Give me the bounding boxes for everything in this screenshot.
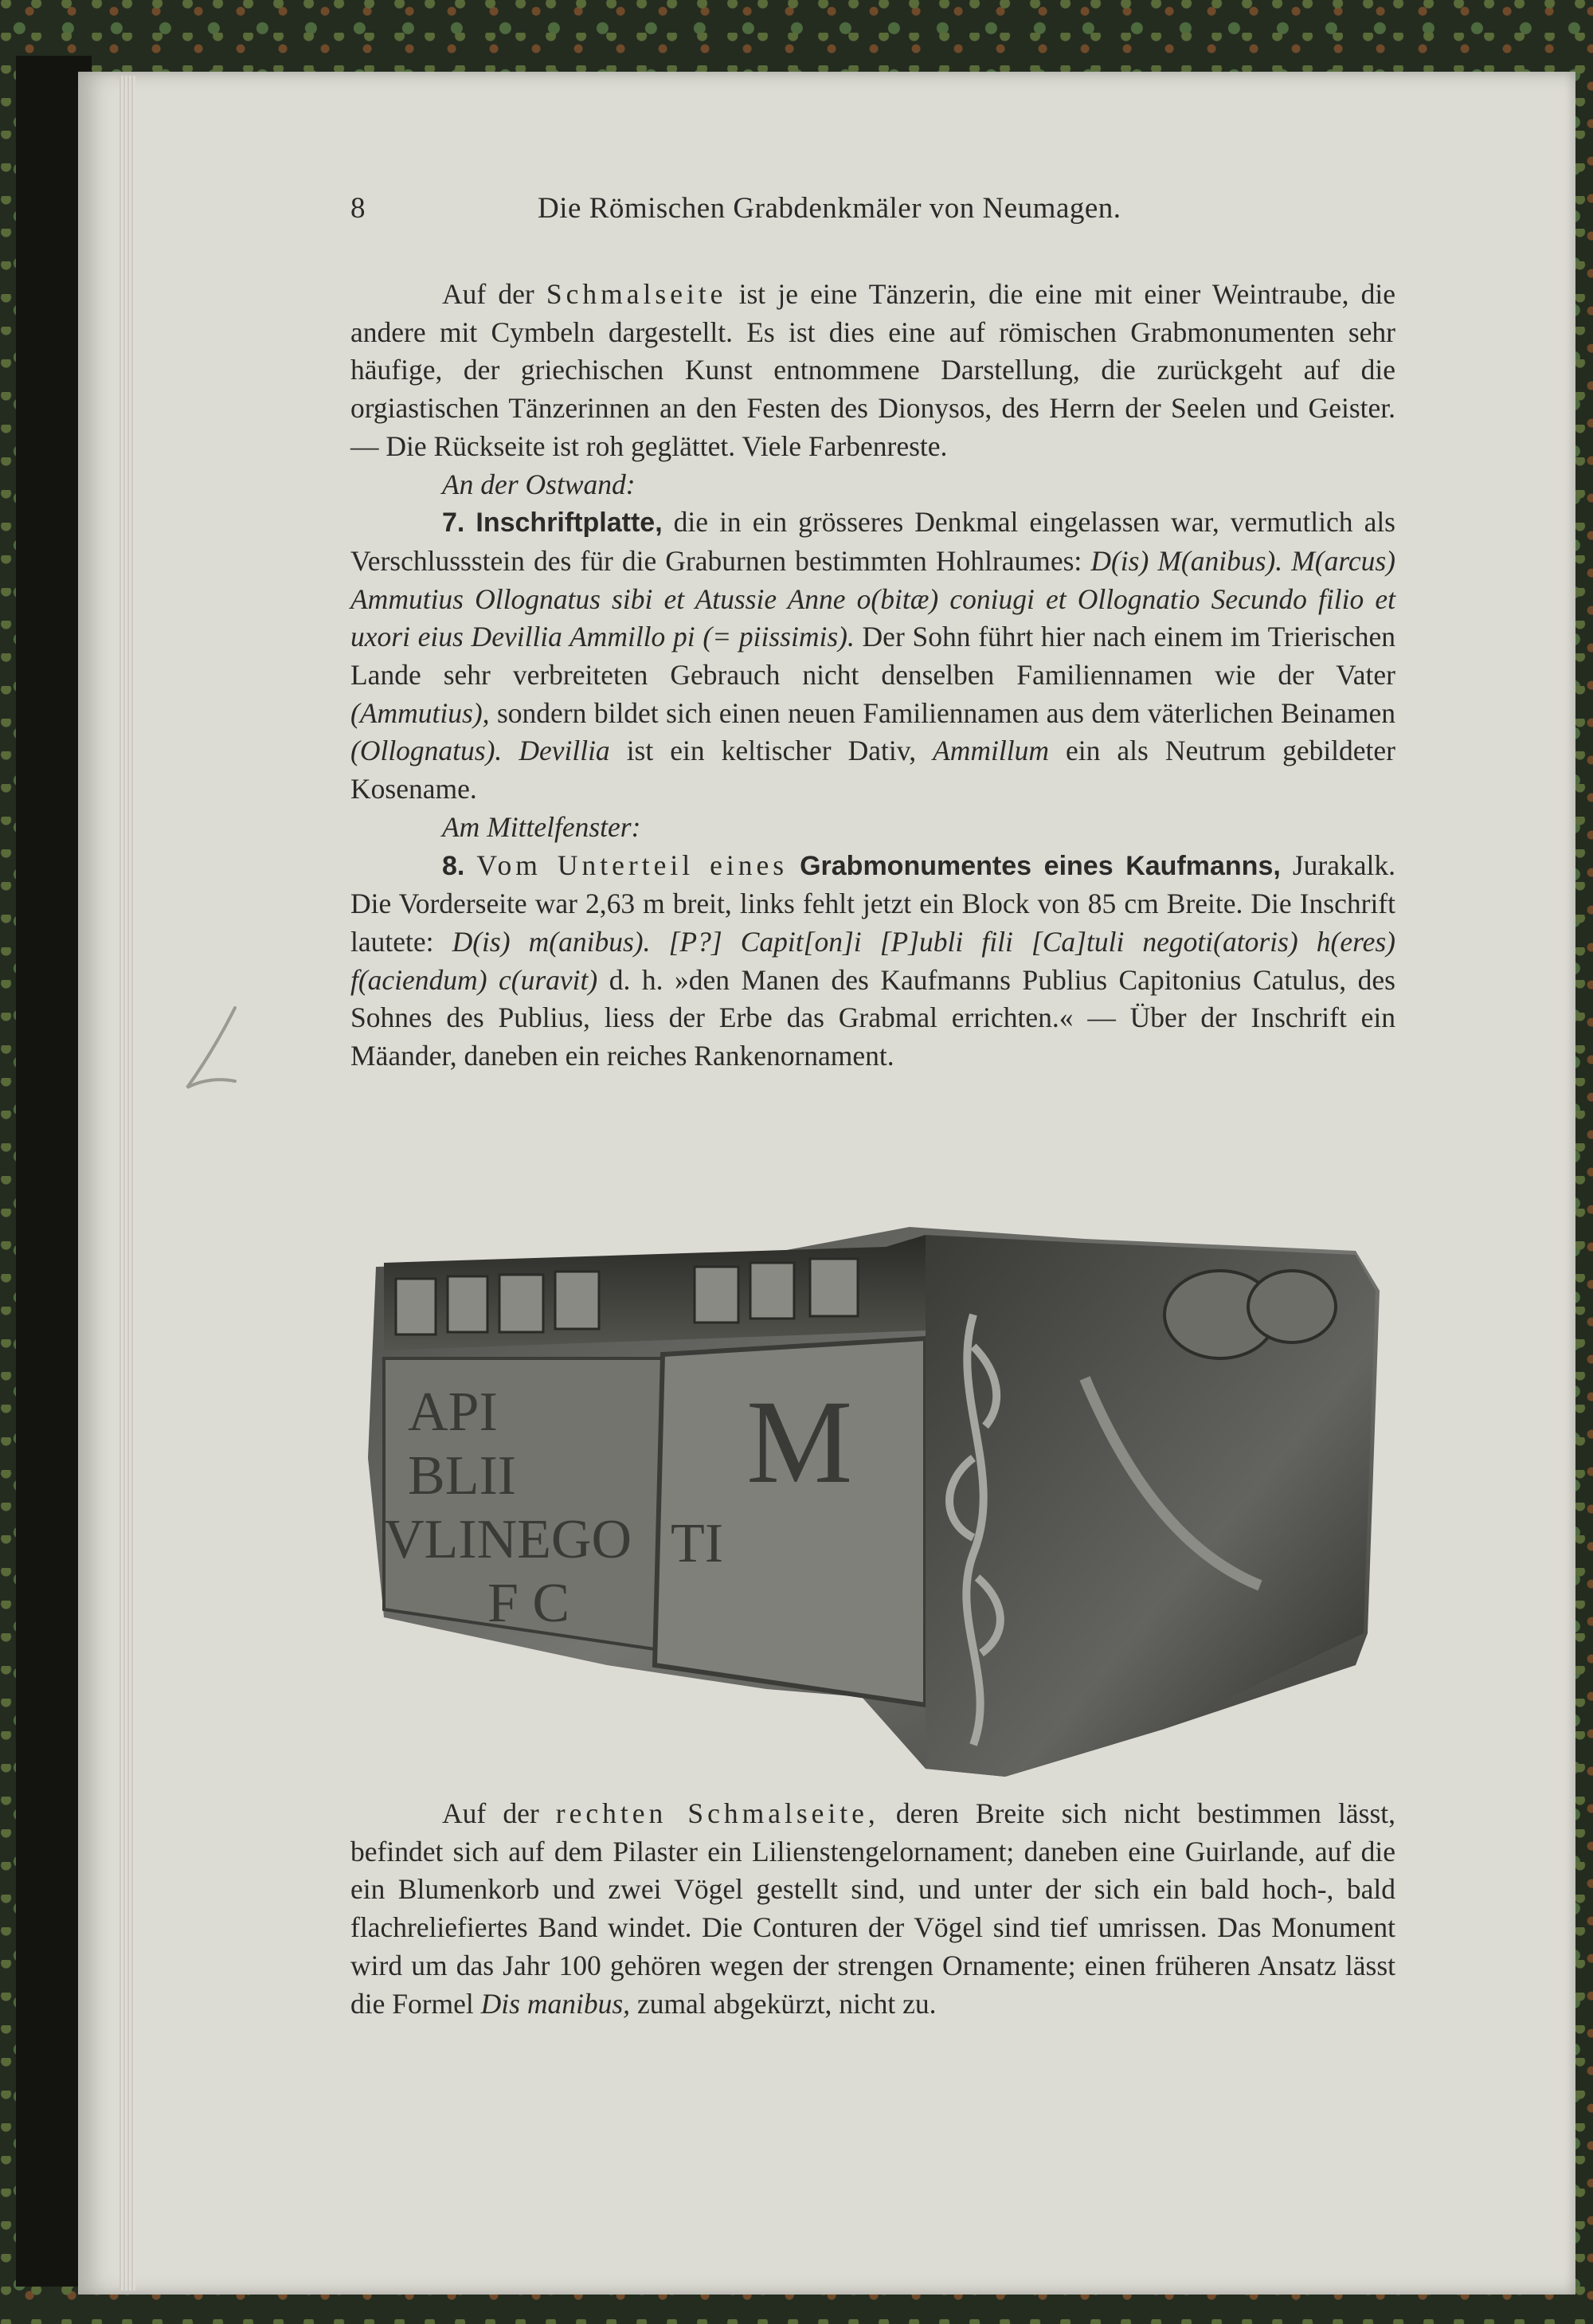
paragraph-item-7: 7. Inschriftplatte, die in ein grösseres Denkmal eingelassen war, vermutlich als Verschlussstein des für die Graburnen bestimmten Hohlraumes: D(is) M(anibus). M(arcus) Ammutius Ollognatus sibi et Atussie Anne o(bitæ) coniugi et Ollognatio Secundo filio et uxori eius Devillia Ammillo pi (= piissimis). Der Sohn führt hier nach einem im Trierischen Lande sehr verbreiteten Gebrauch nicht denselben Familiennamen wie der Vater (Ammutius), sondern bildet sich einen neuen Familiennamen aus dem väterlichen Beinamen (Ollognatus). Devillia ist ein keltischer Dativ, Ammillum ein als Neutrum gebildeter Kosename. [350,506,1395,805]
handwritten-margin-note [179,1000,259,1103]
page-edges [119,76,135,2291]
stone-monument-photo [368,1219,1390,1785]
paragraph-rechte-schmalseite: Auf der rechten Schmalseite, deren Breite sich nicht bestimmen lässt, befindet sich auf dem Pilaster ein Lilienstengelornament; daneben eine Guirlande, auf die ein Blumenkorb und zwei Vögel gestellt sind, und unter der sich ein bald hoch-, bald flachreliefiertes Band windet. Die Conturen der Vögel sind tief umrissen. Das Monument wird um das Jahr 100 gehören wegen der strengen Ornamente; einen früheren Ansatz lässt die Formel Dis manibus, zumal abgekürzt, nicht zu. [350,1797,1395,2020]
inscription-line-3: VLINEGO [384,1509,632,1570]
heading-mittelfenster: Am Mittelfenster: [442,810,641,843]
body-text-upper [350,276,1395,1076]
inscription-line-4: F C [487,1573,570,1634]
running-title: Die Römischen Grabdenkmäler von Neumagen. [538,192,1121,225]
inscription-letters-ti: TI [671,1513,724,1574]
heading-ostwand: An der Ostwand: [442,468,636,500]
paragraph-item-8: 8. Vom Unterteil eines Grabmonumentes eines Kaufmanns, Jurakalk. Die Vorderseite war 2,63 m breit, links fehlt jetzt ein Block von 85 cm Breite. Die Inschrift lautete: D(is) m(anibus). [P?] Capit[on]i [P]ubli fili [Ca]tuli negoti(atoris) h(eres) f(aciendum) c(uravit) d. h. »den Manen des Kaufmanns Publius Capitonius Catulus, des Sohnes des Publius, liess der Erbe das Grabmal errichten.« — Über der Inschrift ein Mäander, daneben ein reiches Rankenornament. [350,848,1396,1072]
page-number: 8 [350,192,366,225]
body-text-lower [350,1795,1395,2023]
inscription-line-2: BLII [408,1445,517,1507]
inscription-letter-m: M [746,1376,853,1508]
inscription-line-1: API [408,1381,498,1443]
paragraph-schmalseite: Auf der Schmalseite ist je eine Tänzerin, die eine mit einer Weintraube, die andere mit Cymbeln dargestellt. Es ist dies eine auf römischen Grabmonumenten sehr häufige, der griechischen Kunst entnommene Darstellung, die zurückgeht auf die orgiastischen Tänzerinnen an den Festen des Dionysos, des Herrn der Seelen und Geister. — Die Rückseite ist roh geglättet. Viele Farbenreste. [350,278,1396,462]
